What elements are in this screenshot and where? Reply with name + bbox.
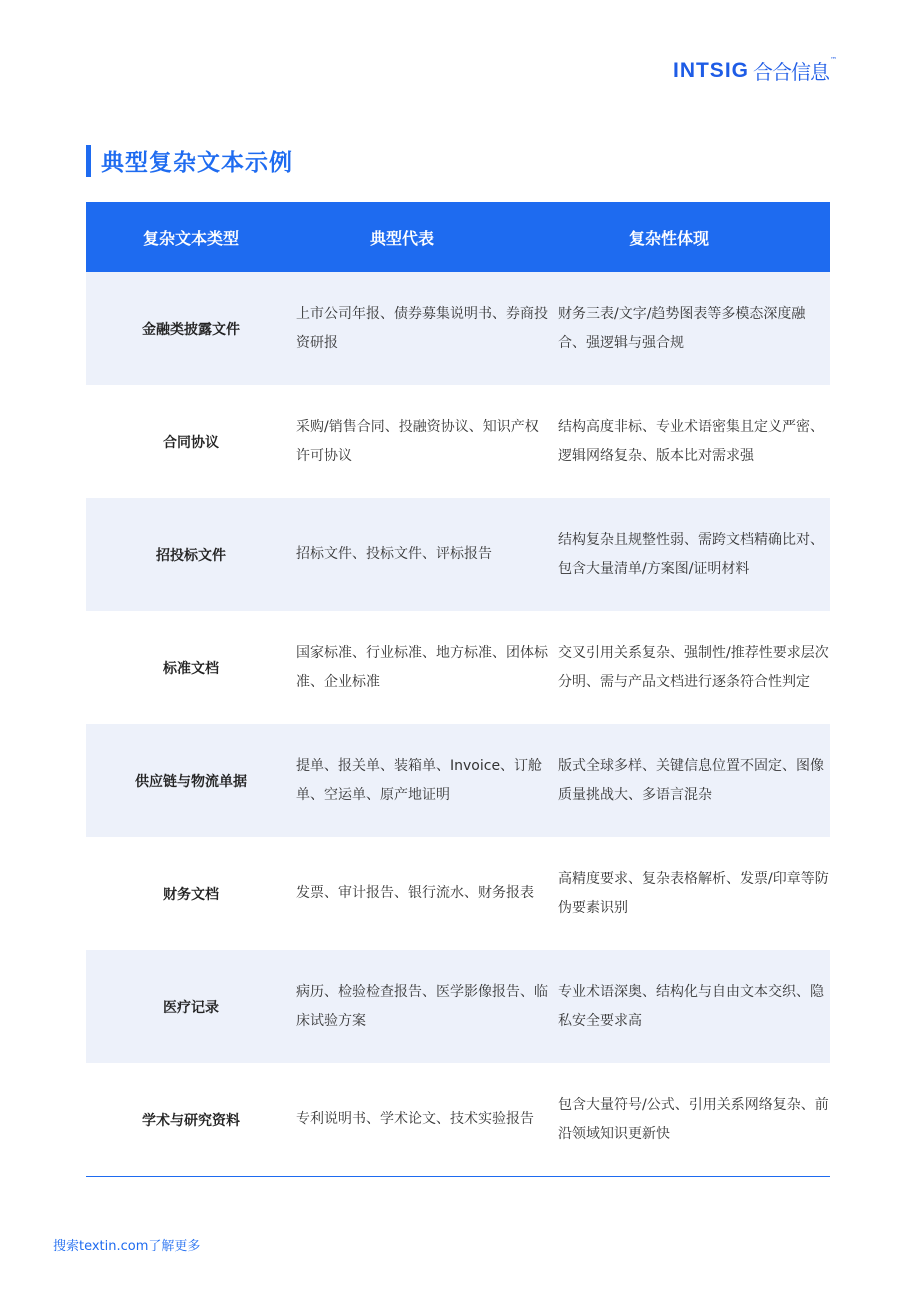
- cell-type: 财务文档: [163, 886, 219, 903]
- cell-examples: 招标文件、投标文件、评标报告: [296, 546, 492, 562]
- cell-complexity: 专业术语深奥、结构化与自由文本交织、隐私安全要求高: [558, 983, 824, 1029]
- table-row: [86, 724, 830, 837]
- header-examples: 典型代表: [369, 228, 434, 248]
- company-logo: [673, 56, 837, 85]
- cell-complexity: 结构复杂且规整性弱、需跨文档精确比对、包含大量清单/方案图/证明材料: [558, 531, 824, 577]
- cell-complexity: 财务三表/文字/趋势图表等多模态深度融合、强逻辑与强合规: [558, 305, 806, 351]
- logo-trademark: ™: [830, 56, 837, 64]
- table-row: [86, 1063, 830, 1176]
- cell-type: 标准文档: [163, 660, 219, 677]
- cell-examples: 上市公司年报、债券募集说明书、券商投资研报: [296, 305, 548, 351]
- header-type: 复杂文本类型: [142, 228, 239, 248]
- cell-type: 招投标文件: [156, 547, 226, 564]
- cell-examples: 采购/销售合同、投融资协议、知识产权许可协议: [296, 418, 539, 464]
- table-row: [86, 611, 830, 724]
- header-complexity: 复杂性体现: [628, 228, 709, 248]
- title-accent-bar: [86, 145, 91, 177]
- logo-wordmark-en: INTSIG: [672, 58, 749, 82]
- table-bottom-rule: [86, 1176, 830, 1177]
- cell-type: 合同协议: [163, 434, 219, 451]
- cell-complexity: 高精度要求、复杂表格解析、发票/印章等防伪要素识别: [558, 870, 829, 916]
- section-title: 典型复杂文本示例: [101, 150, 293, 176]
- footer-link[interactable]: 搜索textin.com了解更多: [53, 1239, 201, 1254]
- table-row: [86, 272, 830, 385]
- cell-type: 金融类披露文件: [142, 321, 240, 338]
- cell-complexity: 版式全球多样、关键信息位置不固定、图像质量挑战大、多语言混杂: [558, 757, 824, 803]
- cell-type: 医疗记录: [163, 999, 219, 1016]
- table-row: [86, 498, 830, 611]
- table-row: [86, 385, 830, 498]
- cell-complexity: 交叉引用关系复杂、强制性/推荐性要求层次分明、需与产品文档进行逐条符合性判定: [558, 644, 829, 690]
- cell-examples: 提单、报关单、装箱单、Invoice、订舱单、空运单、原产地证明: [296, 757, 543, 803]
- table-header: [86, 202, 830, 272]
- cell-examples: 专利说明书、学术论文、技术实验报告: [296, 1111, 534, 1127]
- table-row: [86, 950, 830, 1063]
- section-heading: [86, 144, 293, 177]
- cell-type: 学术与研究资料: [142, 1112, 240, 1129]
- table-row: [86, 837, 830, 950]
- cell-complexity: 结构高度非标、专业术语密集且定义严密、逻辑网络复杂、版本比对需求强: [558, 418, 824, 464]
- cell-examples: 病历、检验检查报告、医学影像报告、临床试验方案: [296, 983, 548, 1029]
- cell-type: 供应链与物流单据: [135, 773, 247, 790]
- cell-examples: 国家标准、行业标准、地方标准、团体标准、企业标准: [296, 644, 548, 690]
- logo-wordmark-cn: 合合信息: [753, 60, 829, 84]
- complex-text-table: [86, 202, 830, 1176]
- cell-complexity: 包含大量符号/公式、引用关系网络复杂、前沿领域知识更新快: [558, 1096, 829, 1142]
- cell-examples: 发票、审计报告、银行流水、财务报表: [296, 885, 534, 901]
